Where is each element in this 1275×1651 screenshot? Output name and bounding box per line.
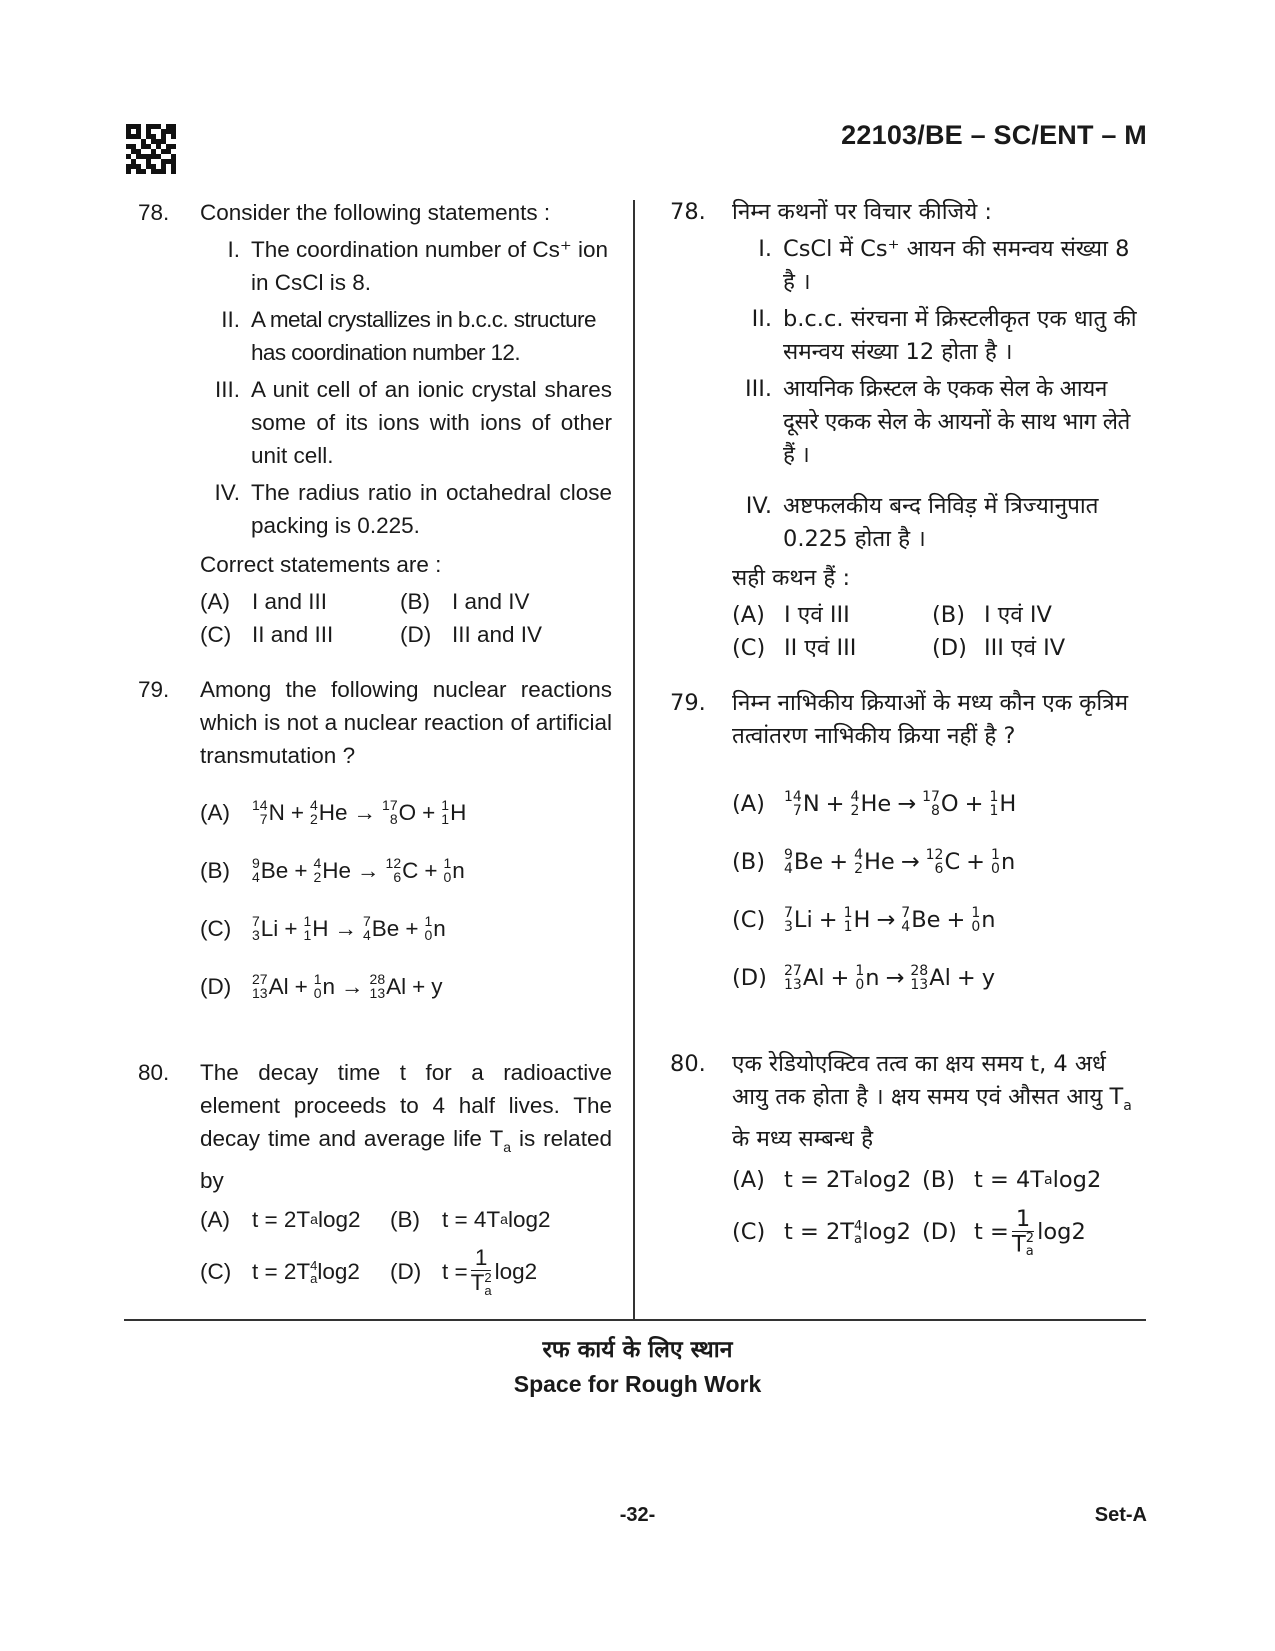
question-79 — [138, 673, 612, 1004]
reaction-option[interactable]: (C) 7 3 Li + 1 1 H → 7 4 Be + 1 0 n — [732, 905, 996, 935]
rough-work-heading: Space for Rough Work — [513, 1371, 762, 1397]
option-a[interactable]: (A) I एवं III — [732, 602, 850, 628]
paper-code: 22103/BE – SC/ENT – M — [841, 120, 1147, 150]
question-80 — [670, 1048, 1146, 1258]
option-b[interactable]: (B) t = 4T a log2 — [922, 1167, 1102, 1193]
option-a[interactable]: (A) I and III — [200, 589, 328, 614]
option-a[interactable]: (A) t = 2T a log2 — [732, 1167, 912, 1193]
statement: II. b.c.c. संरचना में क्रिस्टलीकृत एक धातु की समन्वय संख्या 12 होता है । — [751, 306, 1137, 365]
reaction-option[interactable]: (A) 14 7 N + 4 2 He → 17 8 O + 1 1 H — [732, 789, 1017, 819]
option-d[interactable]: (D) t = 1 T 2 a log2 — [922, 1206, 1086, 1259]
answer-options — [200, 585, 612, 651]
option-c[interactable]: (C) II and III — [200, 622, 334, 647]
question-number: 80. — [670, 1051, 706, 1077]
hindi-column — [670, 196, 1146, 1258]
question-number: 78. — [670, 199, 706, 225]
statement: III. आयनिक क्रिस्टल के एकक सेल के आयन दूसरे एकक सेल के आयनों के साथ भाग लेते हैं । — [744, 376, 1130, 468]
question-number: 78. — [138, 200, 170, 225]
option-b[interactable]: (B) t = 4T a log2 — [390, 1207, 551, 1232]
column-divider — [633, 200, 635, 1320]
decay-options — [200, 1203, 612, 1297]
question-number: 79. — [670, 690, 706, 716]
reaction-options — [200, 794, 612, 1004]
question-stem: Among the following nuclear reactions which is not a nuclear reaction of artificial transmutation ? — [200, 677, 612, 768]
question-stem: निम्न नाभिकीय क्रियाओं के मध्य कौन एक कृत्रिम तत्वांतरण नाभिकीय क्रिया नहीं है ? — [732, 690, 1129, 749]
statement: I. The coordination number of Cs⁺ ion in CsCl is 8. — [227, 237, 609, 295]
question-79 — [670, 687, 1146, 996]
english-column — [138, 196, 612, 1297]
option-d[interactable]: (D) III एवं IV — [932, 635, 1066, 661]
reaction-option[interactable]: (B) 9 4 Be + 4 2 He → 12 6 C + 1 0 n — [732, 847, 1016, 877]
option-c[interactable]: (C) t = 2T 4 a log2 — [200, 1257, 360, 1286]
statement: IV. The radius ratio in octahedral close packing is 0.225. — [214, 480, 612, 538]
option-d[interactable]: (D) III and IV — [400, 622, 543, 647]
question-78 — [670, 196, 1146, 665]
reaction-option[interactable]: (D) 27 13 Al + 1 0 n → 28 13 Al + y — [200, 971, 443, 1001]
question-stem: Consider the following statements : — [200, 200, 551, 225]
reaction-option[interactable]: (D) 27 13 Al + 1 0 n → 28 13 Al + y — [732, 963, 996, 993]
rough-work-heading-hindi: रफ कार्य के लिए स्थान — [542, 1337, 733, 1363]
question-number: 80. — [138, 1060, 170, 1085]
statement: II. A metal crystallizes in b.c.c. structure has coordination number 12. — [221, 307, 596, 365]
rough-work-divider — [124, 1319, 1146, 1321]
option-c[interactable]: (C) II एवं III — [732, 635, 857, 661]
statement: III. A unit cell of an ionic crystal shares some of its ions with ions of other unit cell. — [214, 377, 612, 468]
option-a[interactable]: (A) t = 2T a log2 — [200, 1207, 361, 1232]
option-d[interactable]: (D) t = 1 T 2 a log2 — [390, 1245, 538, 1299]
question-78 — [138, 196, 612, 651]
qr-code — [126, 124, 176, 174]
reaction-options — [732, 786, 1146, 996]
question-stem: एक रेडियोएक्टिव तत्व का क्षय समय t, 4 अर्ध आयु तक होता है । क्षय समय एवं औसत आयु $T_a$ के मध्य सम्बन्ध है — [732, 1051, 1132, 1152]
reaction-option[interactable]: (B) 9 4 Be + 4 2 He → 12 6 C + 1 0 n — [200, 855, 465, 885]
option-c[interactable]: (C) t = 2T 4 a log2 — [732, 1218, 911, 1247]
correct-statements-label: Correct statements are : — [200, 552, 442, 577]
question-stem: निम्न कथनों पर विचार कीजिये : — [732, 199, 993, 225]
correct-statements-label: सही कथन हैं : — [732, 565, 851, 591]
question-stem: The decay time t for a radioactive element proceeds to 4 half lives. The decay time and average life $T_a$ is related by — [200, 1060, 612, 1193]
option-b[interactable]: (B) I and IV — [400, 589, 530, 614]
decay-options — [732, 1164, 1146, 1258]
statement: I. CsCl में Cs⁺ आयन की समन्वय संख्या 8 है । — [758, 236, 1130, 295]
reaction-option[interactable]: (A) 14 7 N + 4 2 He → 17 8 O + 1 1 H — [200, 797, 467, 827]
reaction-option[interactable]: (C) 7 3 Li + 1 1 H → 7 4 Be + 1 0 n — [200, 913, 446, 943]
question-number: 79. — [138, 677, 170, 702]
statement: IV. अष्टफलकीय बन्द निविड़ में त्रिज्यानुपात 0.225 होता है । — [745, 493, 1099, 552]
question-80 — [138, 1056, 612, 1297]
page-number: -32- — [619, 1504, 656, 1526]
answer-options — [732, 599, 1146, 665]
option-b[interactable]: (B) I एवं IV — [932, 602, 1052, 628]
set-label: Set-A — [1094, 1504, 1147, 1526]
